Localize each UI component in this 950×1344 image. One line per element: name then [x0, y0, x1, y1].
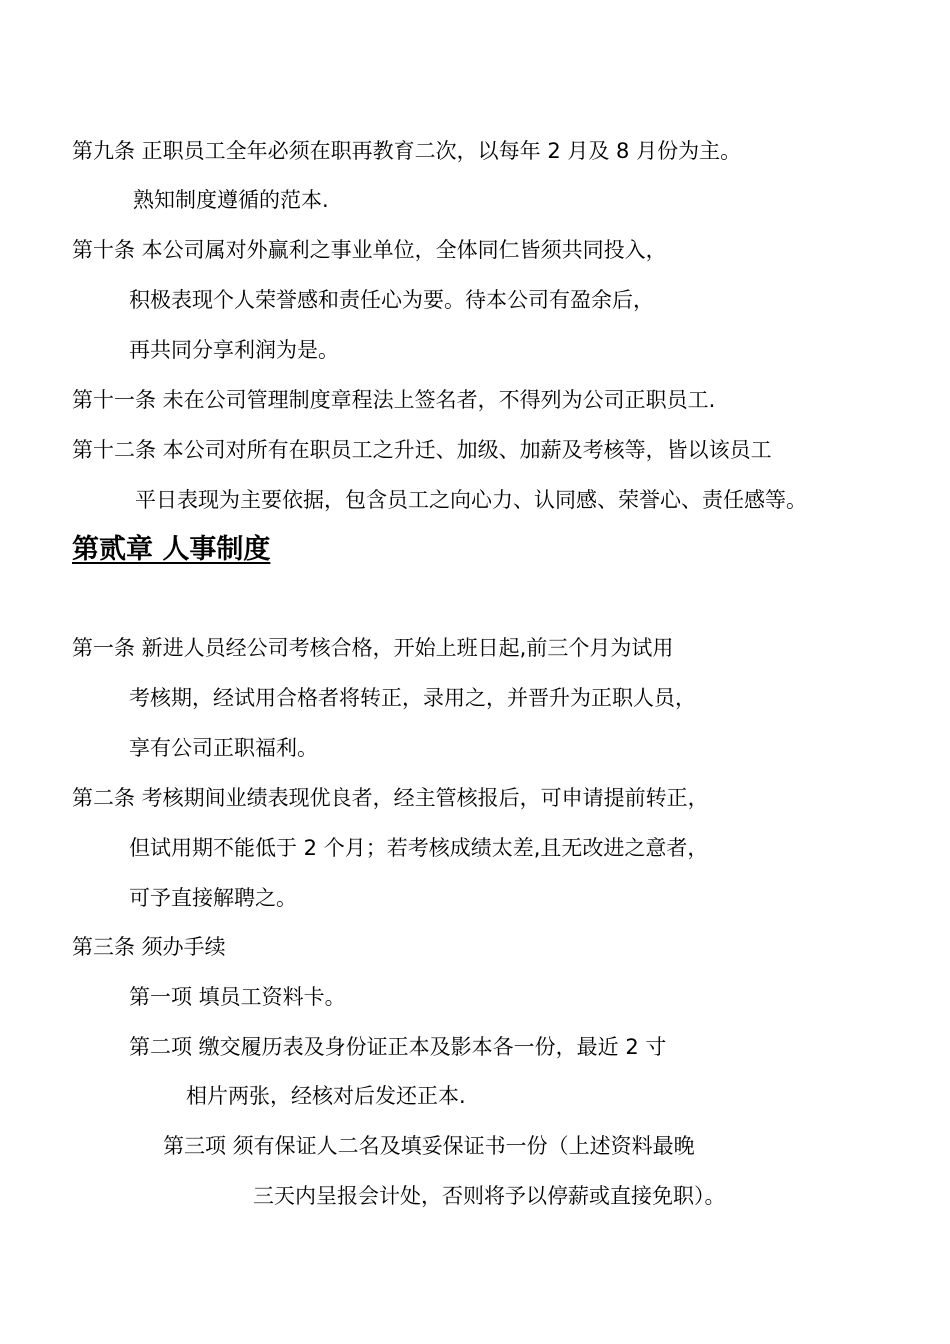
article-11-line-1: 第十一条 未在公司管理制度章程法上签名者，不得列为公司正职员工.	[72, 388, 716, 412]
article-9-line-2: 熟知制度遵循的范本.	[133, 188, 329, 212]
chapter-2-heading: 第贰章 人事制度	[72, 534, 271, 565]
article-12-line-1: 第十二条 本公司对所有在职员工之升迁、加级、加薪及考核等，皆以该员工	[72, 438, 772, 462]
article-10-line-3: 再共同分享利润为是。	[129, 338, 339, 362]
ch2-article-2-line-2: 但试用期不能低于 2 个月；若考核成绩太差,且无改进之意者，	[129, 836, 709, 860]
article-10-line-1: 第十条 本公司属对外赢利之事业单位，全体同仁皆须共同投入，	[72, 238, 667, 262]
ch2-article-3-item-2-line-1: 第二项 缴交履历表及身份证正本及影本各一份，最近 2 寸	[129, 1035, 667, 1059]
ch2-article-1-line-3: 享有公司正职福利。	[129, 736, 318, 760]
ch2-article-3-item-1: 第一项 填员工资料卡。	[129, 985, 346, 1009]
ch2-article-2-line-1: 第二条 考核期间业绩表现优良者，经主管核报后，可申请提前转正，	[72, 786, 709, 810]
article-9-line-1: 第九条 正职员工全年必须在职再教育二次，以每年 2 月及 8 月份为主。	[72, 139, 742, 163]
ch2-article-3-item-3-line-1: 第三项 须有保证人二名及填妥保证书一份（上述资料最晚	[163, 1134, 695, 1158]
ch2-article-3-item-2-line-2: 相片两张，经核对后发还正本.	[186, 1084, 466, 1108]
ch2-article-2-line-3: 可予直接解聘之。	[129, 886, 297, 910]
article-12-line-2: 平日表现为主要依据，包含员工之向心力、认同感、荣誉心、责任感等。	[135, 488, 807, 512]
ch2-article-1-line-1: 第一条 新进人员经公司考核合格，开始上班日起,前三个月为试用	[72, 636, 674, 660]
article-10-line-2: 积极表现个人荣誉感和责任心为要。待本公司有盈余后，	[129, 288, 654, 312]
ch2-article-3-item-3-line-2: 三天内呈报会计处，否则将予以停薪或直接免职）。	[253, 1184, 726, 1208]
ch2-article-1-line-2: 考核期，经试用合格者将转正，录用之，并晋升为正职人员，	[129, 686, 696, 710]
ch2-article-3-line-1: 第三条 须办手续	[72, 935, 226, 959]
